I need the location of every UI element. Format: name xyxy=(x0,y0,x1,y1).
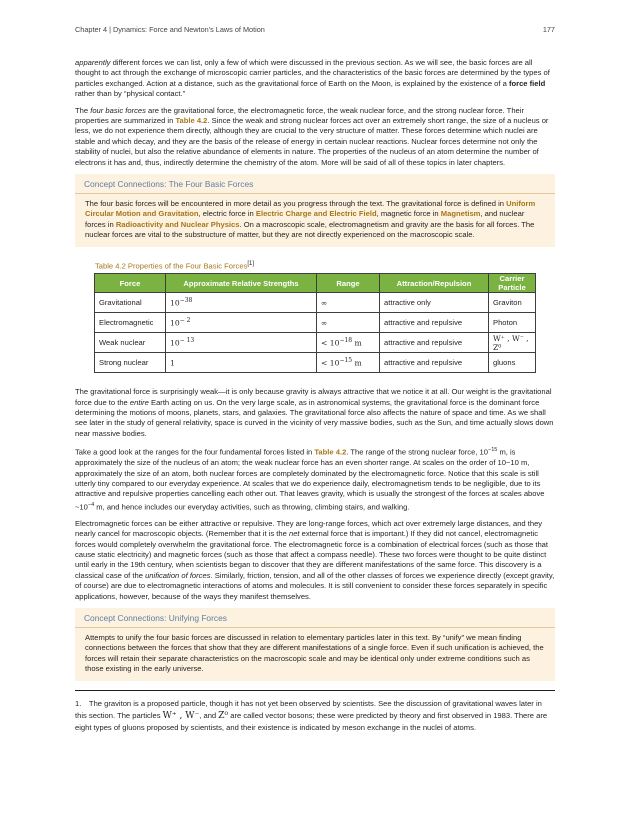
link-electric-charge[interactable]: Electric Charge and Electric Field xyxy=(255,209,377,219)
exponent: − 2 xyxy=(179,317,191,325)
table-row xyxy=(95,353,536,373)
table-row xyxy=(95,293,536,313)
emphasis-apparently: apparently xyxy=(75,58,111,67)
text: Take a good look at the ranges for the four fundamental forces listed in xyxy=(75,447,315,457)
emphasis-entire: entire xyxy=(129,397,149,407)
text: . The range of the strong nuclear force, 10 xyxy=(346,447,488,457)
cell-strength xyxy=(166,293,317,313)
term-force-field: force field xyxy=(508,78,546,88)
cell-attraction: attractive only xyxy=(380,293,489,313)
link-radioactivity[interactable]: Radioactivity and Nuclear Physics xyxy=(115,219,240,229)
text: . Similarly, friction, tension, and all of the other classes of forces we experience directly (except gravity, of course) are due to electromagnetic interactions of atoms and molecules. It is still convenient to consider these forces separately in specific applications, however, because of the ways they manifest themselves. xyxy=(75,570,555,601)
text: Earth acting on us. On the very large scale, as in astronomical systems, the gravitational force is the dominant force determining the motions of moons, planets, stars, and galaxies. The gravitational force also affects the nature of space and time. As we shall see later in the study of general relativity, space is curved in the vicinity of very massive bodies, such as the Sun, and time actually slows down near massive bodies. xyxy=(75,397,554,438)
exponent: − 13 xyxy=(179,337,195,345)
concept-connection-unifying-forces xyxy=(75,608,555,681)
page-number: 177 xyxy=(542,25,555,34)
main-content xyxy=(75,58,555,734)
exponent: −4 xyxy=(87,501,95,508)
link-table-4-2[interactable]: Table 4.2 xyxy=(314,447,347,457)
text: The xyxy=(75,105,91,115)
cell-attraction: attractive and repulsive xyxy=(380,313,489,333)
cell-range xyxy=(317,313,380,333)
cell-strength xyxy=(166,313,317,333)
cell-range xyxy=(317,293,380,313)
range-prefix: < xyxy=(321,338,330,348)
concept-connection-title: Concept Connections: Unifying Forces xyxy=(75,608,555,628)
cell-force: Gravitational xyxy=(95,293,166,313)
emphasis-net: net xyxy=(288,529,300,539)
header-force: Force xyxy=(95,274,166,293)
range-base: 10 xyxy=(329,358,340,368)
text: The four basic forces will be encountered in more detail as you progress through the text. The gravitational force is defined in xyxy=(85,199,507,209)
math-z-boson: Z⁰ xyxy=(218,710,229,721)
text: different forces we can list, only a few of which were discussed in the previous section. As we will see, the basic forces are all thought to act through the exchange of microscopic carrier particles, and the characteristics of the basic forces are determined by the types of particles exchanged. Action at a distance, such as the gravitational force of Earth on the Moon, is explained by the existence of a xyxy=(75,58,550,88)
text: , and nuclear forces in xyxy=(85,209,525,229)
cell-force: Electromagnetic xyxy=(95,313,166,333)
cell-force: Strong nuclear xyxy=(95,353,166,373)
text: , electric force in xyxy=(198,209,256,219)
range-exponent: −15 xyxy=(339,357,353,365)
mantissa: 10 xyxy=(170,298,180,308)
exponent: −15 xyxy=(488,447,498,454)
text: are called vector bosons; these were predicted by theory and first observed in 1983. There are eight types of gluons proposed by scientists, and their existence is indicated by meson exchange in the nuclei of atoms. xyxy=(75,710,548,732)
range-exponent: −18 xyxy=(339,337,353,345)
range-base: 10 xyxy=(329,338,340,348)
header-carrier: Carrier Particle xyxy=(489,274,536,293)
cell-carrier: Graviton xyxy=(489,293,536,313)
link-magnetism[interactable]: Magnetism xyxy=(440,209,481,219)
cell-attraction: attractive and repulsive xyxy=(380,353,489,373)
header-strength: Approximate Relative Strengths xyxy=(166,274,317,293)
range-base: ∞ xyxy=(321,318,328,328)
math-w-bosons: W⁺ , W⁻ xyxy=(162,710,200,721)
text: . On a macroscopic scale, electromagnetism and gravity are the basis for all forces. The nuclear forces are vital to the substructure of matter, but they are not directly experienced on the macroscopic scale. xyxy=(85,219,535,240)
text: . Since the weak and strong nuclear forces act over an extremely short range, the size of a nucleus or less, we do not experience them directly, although they are crucial to the very structure of matter. These forces determine which nuclei are stable and which decay, and they are the basis of the release of energy in certain nuclear reactions. Nuclear forces determine not only the stability of nuclei, but also the relative abundance of elements in nature. The properties of the nucleus of an atom determine the number of electrons it has and, thus, indirectly determine the chemistry of the atom. More will be said of all of these topics in later chapters. xyxy=(75,116,549,167)
header-range: Range xyxy=(317,274,380,293)
cell-force: Weak nuclear xyxy=(95,333,166,353)
term-unification-of-forces: unification of forces xyxy=(145,570,211,580)
mantissa: 10 xyxy=(170,318,180,328)
concept-connection-title: Concept Connections: The Four Basic Forces xyxy=(75,174,555,194)
range-base: ∞ xyxy=(321,298,328,308)
link-table-4-2[interactable]: Table 4.2 xyxy=(175,116,208,126)
text: , and xyxy=(199,710,219,720)
mantissa: 10 xyxy=(170,338,180,348)
range-prefix: < xyxy=(321,358,330,368)
paragraph-electromagnetic-forces xyxy=(75,519,555,602)
text: rather than by “physical contact.” xyxy=(75,89,186,99)
range-unit: m xyxy=(352,358,362,368)
cell-range xyxy=(317,353,380,373)
cell-carrier: gluons xyxy=(489,353,536,373)
text: The gravitational force is surprisingly weak—it is only because gravity is always attractive that we notice it at all. Our weight is the gravitational force due to the xyxy=(75,387,552,407)
link-uniform-circular-motion[interactable]: Uniform Circular Motion and Gravitation xyxy=(85,199,536,219)
footnote-ref[interactable]: [1] xyxy=(247,260,255,267)
concept-connection-text xyxy=(85,199,545,241)
text: m, and hence includes our everyday activities, such as throwing, climbing stairs, and walking. xyxy=(94,502,410,512)
header-attraction: Attraction/Repulsion xyxy=(380,274,489,293)
cell-strength xyxy=(166,333,317,353)
term-four-basic-forces: four basic forces xyxy=(90,105,146,115)
mantissa: 1 xyxy=(170,358,175,368)
table-row xyxy=(95,333,536,353)
paragraph-four-basic-forces xyxy=(75,106,555,168)
forces-table xyxy=(94,273,536,373)
concept-connection-text: Attempts to unify the four basic forces are discussed in relation to elementary particles later in this text. By “unify” we mean finding connections between the forces that show that they are different manifestations of a single force. Even if such unification is achieved, the forces will retain their separate characteristics on the macroscopic scale and may be identical only under extreme conditions such as those existing in the early universe. xyxy=(85,633,544,674)
text: 1. The graviton is a proposed particle, though it has not yet been observed by scientists. See the discussion of gravitational waves later in this section. The particles xyxy=(75,698,542,720)
text: are the gravitational force, the electromagnetic force, the weak nuclear force, and the strong nuclear force. Their properties are summarized in xyxy=(75,105,524,126)
paragraph-gravitational-force xyxy=(75,387,555,439)
table-row xyxy=(95,313,536,333)
chapter-title: Chapter 4 | Dynamics: Force and Newton's Laws of Motion xyxy=(75,25,265,34)
caption-text: Table 4.2 Properties of the Four Basic Forces xyxy=(95,261,248,271)
cell-attraction: attractive and repulsive xyxy=(380,333,489,353)
cell-strength xyxy=(166,353,317,373)
concept-connection-four-basic-forces xyxy=(75,174,555,247)
text: m, is approximately the size of the nucleus of an atom; the weak nuclear force has an even shorter range. At scales on the order of 10−10 m, approximately the size of an atom, both nuclear forces are completely dominated by the electromagnetic force. Notice that this scale is still utterly tiny compared to our everyday experience. At scales that we do experience daily, electromagnetism tends to be negligible, due to its attractive and repulsive properties cancelling each other out. That leaves gravity, which is usually the strongest of the forces at scales above ~10 xyxy=(75,447,545,512)
table-header-row xyxy=(95,274,536,293)
paragraph-force-field xyxy=(75,58,555,100)
table-caption xyxy=(95,261,555,271)
paragraph-force-ranges xyxy=(75,445,555,513)
text: , magnetic force in xyxy=(376,209,441,219)
footnote-1 xyxy=(75,698,555,734)
running-header xyxy=(75,25,555,37)
cell-carrier: W⁺ , W⁻ , Z⁰ xyxy=(489,333,536,353)
text: Electromagnetic forces can be either attractive or repulsive. They are long-range forces, which act over extremely large distances, and they nearly cancel for macroscopic objects. (Remember that it is the xyxy=(75,518,543,539)
footnote-divider xyxy=(75,690,555,691)
cell-range xyxy=(317,333,380,353)
range-unit: m xyxy=(352,338,362,348)
exponent: −38 xyxy=(179,297,193,305)
text: external force that is important.) If they did not cancel, electromagnetic forces would completely overwhelm the gravitational force. The electromagnetic force is a combination of electrical forces (such as those that cause static electricity) and magnetic forces (such as those that affect a compass needle). These two forces were thought to be quite distinct until early in the 19th century, when scientists began to discover that they are different manifestations of the same force. This discovery is a classical case of the xyxy=(75,529,549,580)
cell-carrier: Photon xyxy=(489,313,536,333)
